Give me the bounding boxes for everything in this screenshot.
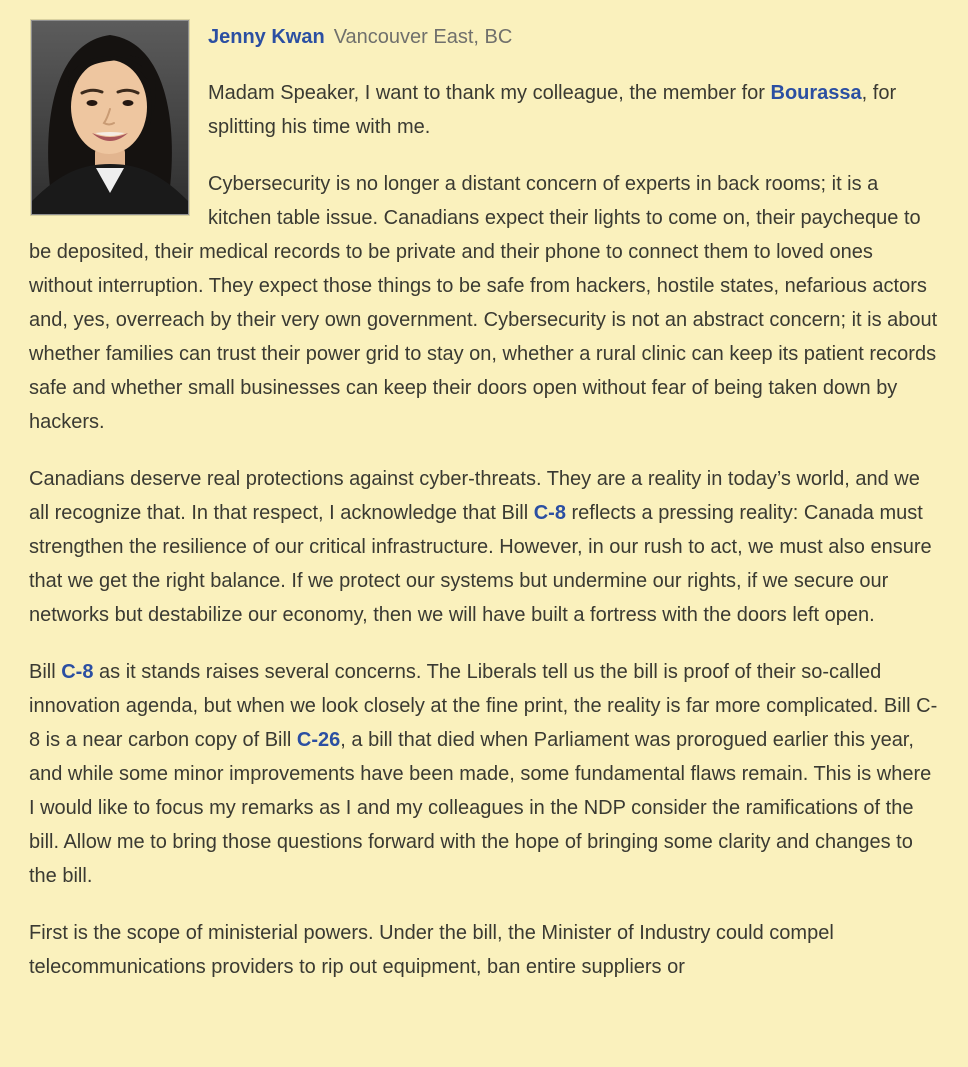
speaker-photo[interactable] bbox=[31, 20, 189, 215]
portrait-illustration bbox=[32, 21, 188, 214]
bill-link-c8[interactable]: C-8 bbox=[61, 661, 94, 683]
speech-paragraph: Bill C-8 as it stands raises several concerns. The Liberals tell us the bill is proof of their so-called innovation agenda, but when we look closely at the fine print, the reality is far more complicated. Bill C-8 is a near carbon copy of Bill C-26, a bill that died when Parliament was prorogued earlier this year, and while some minor improvements have been made, some fundamental flaws remain. This is where I would like to focus my remarks as I and my colleagues in the NDP consider the ramifications of the bill. Allow me to bring those questions forward with the hope of bringing some clarity and changes to the bill. bbox=[29, 661, 938, 887]
speech-paragraph: Canadians deserve real protections against cyber-threats. They are a reality in today’s world, and we all recognize that. In that respect, I acknowledge that Bill C-8 reflects a pressing reality: Canada must strengthen the resilience of our critical infrastructure. However, in our rush to act, we must also ensure that we get the right balance. If we protect our systems but undermine our rights, if we secure our networks but destabilize our economy, then we will have built a fortress with the doors left open. bbox=[29, 468, 932, 626]
speech-paragraph: Cybersecurity is no longer a distant concern of experts in back rooms; it is a kitchen table issue. Canadians expect their lights to come on, their paycheque to be deposited, their medical records to be private and their phone to connect them to loved ones without interruption. They expect those things to be safe from hackers, hostile states, nefarious actors and, yes, overreach by their very own government. Cybersecurity is not an abstract concern; it is about whether families can trust their power grid to stay on, whether a rural clinic can keep its patient records safe and whether small businesses can keep their doors open without fear of being taken down by hackers. bbox=[29, 173, 938, 433]
member-link-bourassa[interactable]: Bourassa bbox=[770, 82, 862, 104]
speaker-name-link[interactable]: Jenny Kwan bbox=[208, 26, 325, 48]
bill-link-c8[interactable]: C-8 bbox=[533, 502, 566, 524]
speech-paragraph: First is the scope of ministerial powers. Under the bill, the Minister of Industry could compel telecommunications providers to rip out equipment, ban entire suppliers or bbox=[29, 922, 834, 978]
bill-link-c26[interactable]: C-26 bbox=[296, 729, 341, 751]
speech-paragraph: Madam Speaker, I want to thank my colleague, the member for Bourassa, for splitting his time with me. bbox=[208, 82, 897, 138]
speaker-riding: Vancouver East, BC bbox=[333, 26, 513, 48]
